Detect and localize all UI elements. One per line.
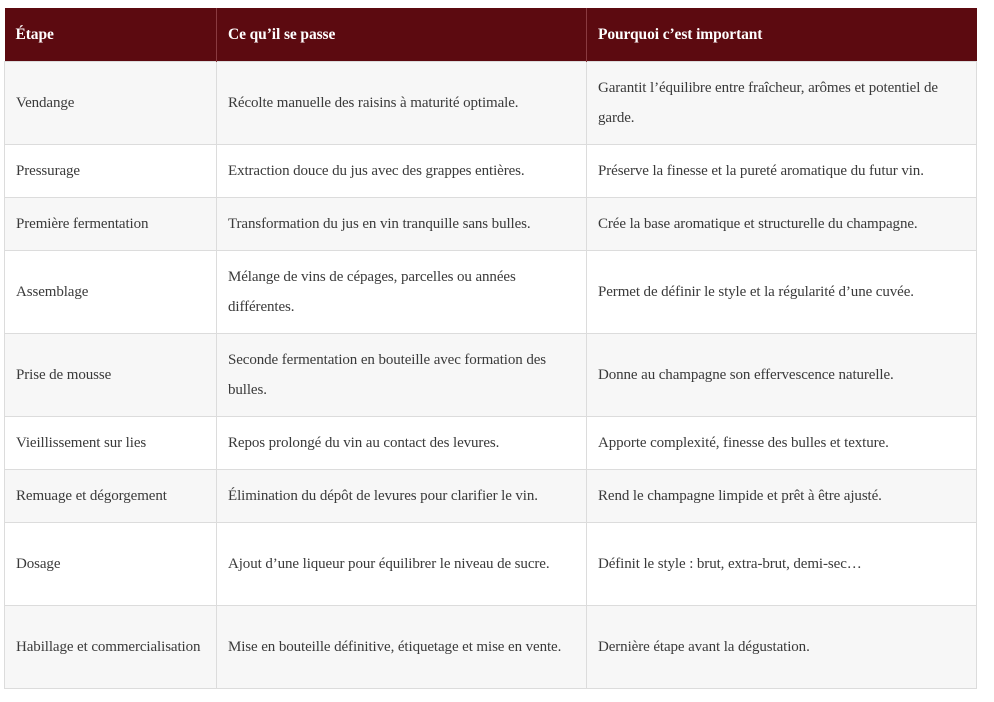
table-row <box>5 334 977 417</box>
cell-quoi: Mélange de vins de cépages, parcelles ou années différentes. <box>217 251 587 334</box>
table-row <box>5 523 977 606</box>
cell-etape: Vendange <box>5 62 217 145</box>
table-header <box>5 8 977 62</box>
cell-quoi: Extraction douce du jus avec des grappes entières. <box>217 145 587 198</box>
table-row <box>5 145 977 198</box>
table-row <box>5 470 977 523</box>
cell-pourquoi: Dernière étape avant la dégustation. <box>587 606 977 689</box>
table-row <box>5 251 977 334</box>
cell-etape: Vieillissement sur lies <box>5 417 217 470</box>
cell-pourquoi: Garantit l’équilibre entre fraîcheur, arômes et potentiel de garde. <box>587 62 977 145</box>
cell-pourquoi: Apporte complexité, finesse des bulles et texture. <box>587 417 977 470</box>
cell-quoi: Mise en bouteille définitive, étiquetage et mise en vente. <box>217 606 587 689</box>
cell-etape: Prise de mousse <box>5 334 217 417</box>
header-row <box>5 8 977 62</box>
table-row <box>5 62 977 145</box>
cell-quoi: Récolte manuelle des raisins à maturité optimale. <box>217 62 587 145</box>
cell-quoi: Seconde fermentation en bouteille avec formation des bulles. <box>217 334 587 417</box>
cell-quoi: Ajout d’une liqueur pour équilibrer le niveau de sucre. <box>217 523 587 606</box>
cell-etape: Habillage et commercialisation <box>5 606 217 689</box>
table-row <box>5 606 977 689</box>
header-ce-qu-il-se-passe: Ce qu’il se passe <box>217 8 587 62</box>
cell-etape: Dosage <box>5 523 217 606</box>
header-etape: Étape <box>5 8 217 62</box>
champagne-steps-table-container <box>4 8 976 689</box>
cell-pourquoi: Préserve la finesse et la pureté aromatique du futur vin. <box>587 145 977 198</box>
cell-etape: Pressurage <box>5 145 217 198</box>
header-pourquoi: Pourquoi c’est important <box>587 8 977 62</box>
cell-pourquoi: Crée la base aromatique et structurelle du champagne. <box>587 198 977 251</box>
cell-quoi: Élimination du dépôt de levures pour clarifier le vin. <box>217 470 587 523</box>
cell-etape: Assemblage <box>5 251 217 334</box>
cell-pourquoi: Définit le style : brut, extra-brut, demi-sec… <box>587 523 977 606</box>
cell-quoi: Transformation du jus en vin tranquille sans bulles. <box>217 198 587 251</box>
cell-pourquoi: Permet de définir le style et la régularité d’une cuvée. <box>587 251 977 334</box>
table-row <box>5 417 977 470</box>
cell-pourquoi: Rend le champagne limpide et prêt à être ajusté. <box>587 470 977 523</box>
cell-quoi: Repos prolongé du vin au contact des levures. <box>217 417 587 470</box>
champagne-steps-table <box>4 8 977 689</box>
cell-pourquoi: Donne au champagne son effervescence naturelle. <box>587 334 977 417</box>
cell-etape: Première fermentation <box>5 198 217 251</box>
table-body <box>5 62 977 689</box>
cell-etape: Remuage et dégorgement <box>5 470 217 523</box>
table-row <box>5 198 977 251</box>
